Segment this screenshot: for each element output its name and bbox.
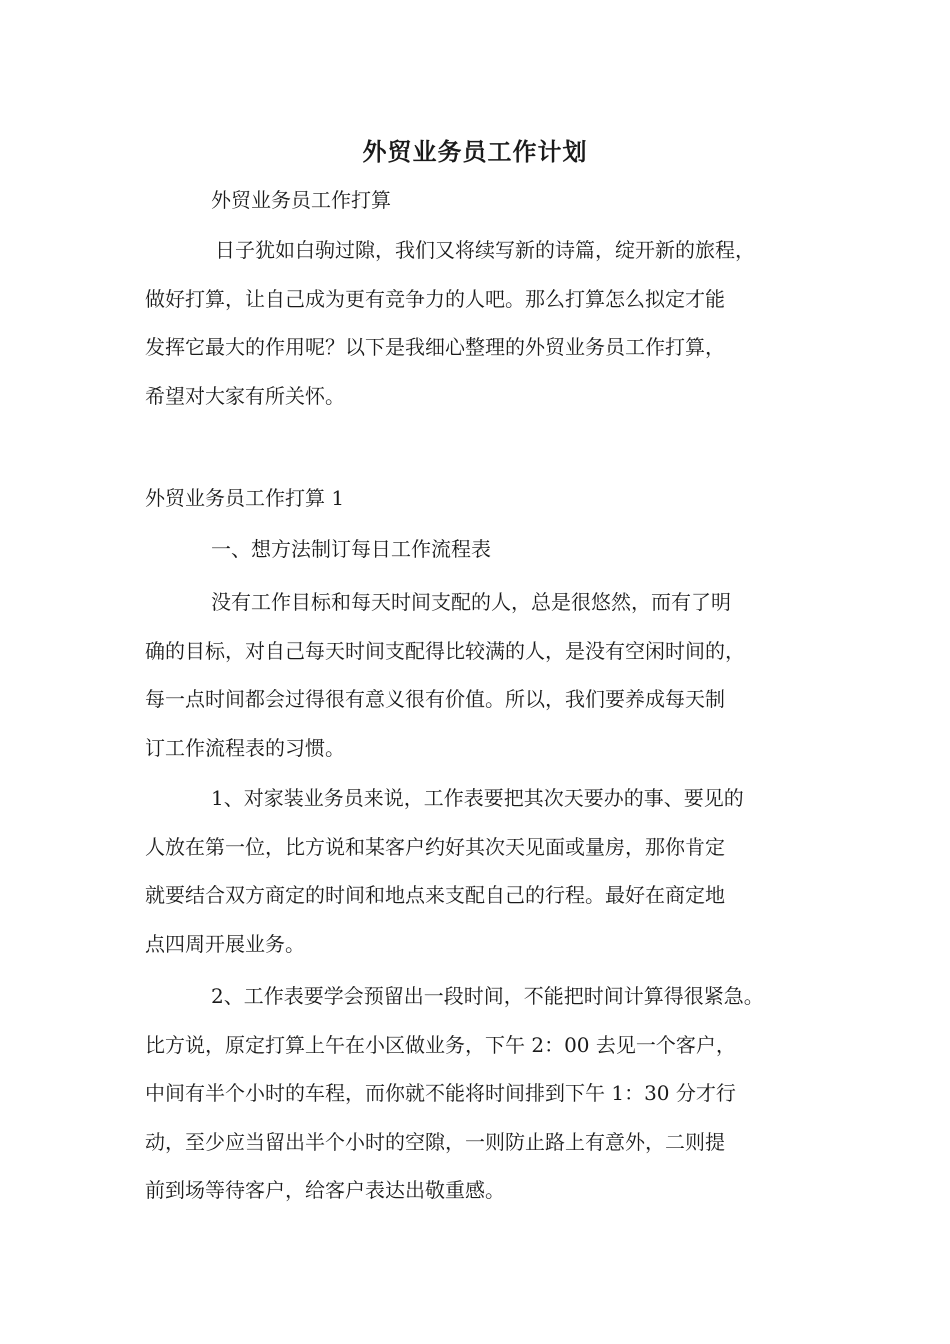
section-title: 外贸业务员工作打算 1: [145, 486, 345, 510]
paragraph-line: 没有工作目标和每天时间支配的人，总是很悠然，而有了明: [211, 590, 731, 614]
intro-paragraph: [145, 226, 845, 420]
paragraph-line: 点四周开展业务。: [145, 931, 305, 956]
paragraph-line: 前到场等待客户，给客户表达出敬重感。: [145, 1178, 505, 1202]
paragraph-line: 订工作流程表的习惯。: [145, 735, 345, 760]
intro-line: 做好打算，让自己成为更有竞争力的人吧。那么打算怎么拟定才能: [145, 286, 725, 311]
paragraph-line: 动，至少应当留出半个小时的空隙，一则防止路上有意外，二则提: [145, 1129, 725, 1154]
paragraph-line: 就要结合双方商定的时间和地点来支配自己的行程。最好在商定地: [145, 883, 725, 907]
body-paragraph-3: [145, 972, 845, 1215]
intro-line: 发挥它最大的作用呢？以下是我细心整理的外贸业务员工作打算，: [145, 335, 725, 359]
paragraph-line: 2、工作表要学会预留出一段时间，不能把时间计算得很紧急。: [211, 984, 764, 1008]
body-paragraph-1: [145, 578, 845, 772]
intro-line: 日子犹如白驹过隙，我们又将续写新的诗篇，绽开新的旅程，: [215, 238, 755, 262]
body-paragraph-2: [145, 774, 845, 968]
paragraph-line: 中间有半个小时的车程，而你就不能将时间排到下午 1：30 分才行: [145, 1081, 736, 1105]
paragraph-line: 比方说，原定打算上午在小区做业务，下午 2：00 去见一个客户，: [145, 1032, 736, 1057]
document-subtitle: 外贸业务员工作打算: [211, 188, 391, 212]
intro-line: 希望对大家有所关怀。: [145, 383, 345, 408]
document-title: 外贸业务员工作计划: [362, 137, 588, 166]
paragraph-line: 人放在第一位，比方说和某客户约好其次天见面或量房，那你肯定: [145, 834, 725, 859]
paragraph-line: 1、对家装业务员来说，工作表要把其次天要办的事、要见的: [211, 786, 744, 810]
subsection-title: 一、想方法制订每日工作流程表: [211, 537, 491, 561]
paragraph-line: 确的目标，对自己每天时间支配得比较满的人，是没有空闲时间的，: [145, 638, 745, 663]
paragraph-line: 每一点时间都会过得很有意义很有价值。所以，我们要养成每天制: [145, 687, 725, 711]
